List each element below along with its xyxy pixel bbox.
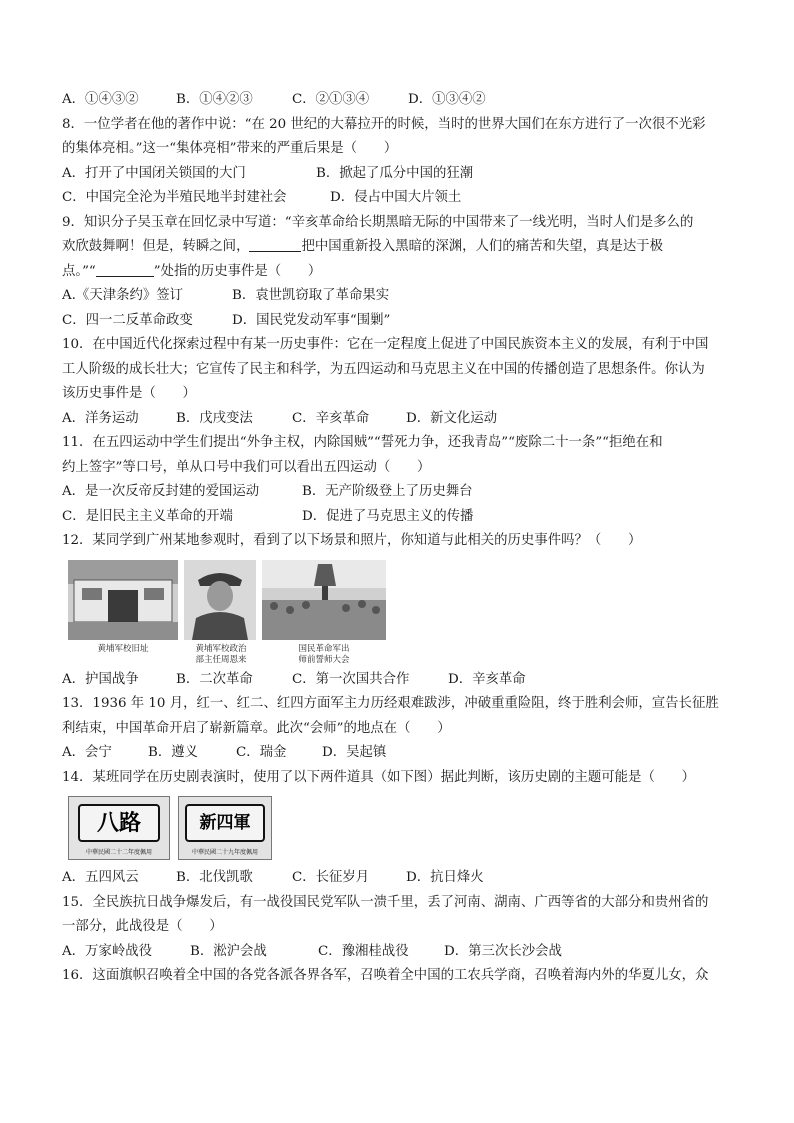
q12-photo-strip [68,560,742,668]
photo-whampoa-gate [68,560,178,640]
option-b: B．淞沪会战 [190,943,267,959]
q10-stem-1: 10．在中国近代化探索过程中有某一历史事件：它在一定程度上促进了中国民族资本主义的发展，有利于中国 [62,337,709,352]
option-d: D．侵占中国大片领土 [330,190,462,205]
option-d: D．抗日烽火 [406,870,484,885]
option-a: A．是一次反帝反封建的爱国运动 [62,484,260,499]
q7-options [62,88,742,113]
q11-options-row-2 [62,505,742,530]
option-b: B．戊戌变法 [176,410,253,426]
option-a: A．①④③② [62,92,139,107]
q13-options [62,741,742,766]
q13-stem-1: 13．1936 年 10 月，红一、红二、红四方面军主力历经艰难跋涉，冲破重重险阻，终于胜利会师，宣告长征胜 [62,696,719,711]
q9-stem-2b: 把中国重新投入黑暗的深渊，人们的痛苦和失望，真是达于极 [301,239,664,254]
q8-stem-1: 8．一位学者在他的著作中说：“在 20 世纪的大幕拉开的时候，当时的世界大国们在东方进行了一次很不光彩 [62,116,706,132]
q11-stem-2: 约上签字”等口号，单从口号中我们可以看出五四运动（ ） [62,459,431,475]
option-a: A.《天津条约》签订 [62,288,184,303]
q12-stem: 12．某同学到广州某地参观时，看到了以下场景和照片，你知道与此相关的历史事件吗？（ ） [62,533,642,548]
q14-props [68,796,742,866]
option-d: D．新文化运动 [406,410,498,426]
q9-stem-1: 9．知识分子吴玉章在回忆录中写道：“辛亥革命给长期黑暗无际的中国带来了一线光明，当时人们是多么的 [62,214,694,230]
armband-eighth-route-army [68,796,170,860]
photo-zhou-enlai-portrait [184,560,256,640]
caption-2 [180,644,262,666]
option-a: A．打开了中国闭关锁国的大门 [62,165,246,181]
option-a: A．五四风云 [62,870,139,885]
option-a: A．会宁 [62,745,112,760]
q15-options [62,940,742,965]
q11-stem-1: 11．在五四运动中学生们提出“外争主权，内除国贼”“誓死力争，还我青岛”“废除二十一条”“拒绝在和 [62,435,663,450]
option-d: D．吴起镇 [322,745,387,760]
option-b: B．遵义 [148,745,199,760]
option-b: B．二次革命 [176,671,253,687]
option-b: B．北伐凯歌 [176,870,253,885]
option-c: C．瑞金 [236,745,287,760]
caption-line: 国民革命军出 [298,643,350,654]
q13-stem-2: 利结束，中国革命开启了崭新篇章。此次“会师”的地点在（ ） [62,720,451,736]
option-c: C．豫湘桂战役 [318,943,409,959]
option-b: B．掀起了瓜分中国的狂潮 [316,165,474,181]
option-a: A．护国战争 [62,671,139,687]
option-d: D．促进了马克思主义的传播 [302,508,474,524]
q11-options-row-1 [62,480,742,505]
q9-stem-3a: 点。”“ [62,263,96,279]
armband-title: 八路 [78,804,160,842]
q9-stem-2 [62,235,742,260]
q12-options [62,668,742,693]
option-d: D．①③④② [408,92,486,107]
answer-blank [96,261,154,277]
q8-options-row-1 [62,162,742,187]
q8-options-row-2 [62,186,742,211]
option-b: B．①④②③ [176,92,253,107]
option-b: B．无产阶级登上了历史舞台 [302,484,473,499]
option-c: C．是旧民主主义革命的开端 [62,508,233,524]
q9-stem-3 [62,260,742,285]
option-c: C．②①③④ [292,92,370,107]
option-d: D．国民党发动军事“围剿” [232,312,391,328]
q9-stem-2a: 欢欣鼓舞啊！但是，转瞬之间， [62,239,250,254]
option-a: A．洋务运动 [62,410,139,426]
option-b: B．袁世凯窃取了革命果实 [232,288,390,303]
armband-new-fourth-army [178,796,272,860]
armband-note: 中華民國二十二年度佩用 [85,849,152,856]
q10-stem-3: 该历史事件是（ ） [62,386,196,401]
armband-note: 中華民國二十九年度佩用 [191,849,258,856]
q14-stem: 14．某班同学在历史剧表演时，使用了以下两件道具（如下图）据此判断，该历史剧的主题可能是（ ） [62,769,696,785]
q8-stem-2: 的集体亮相。”这一“集体亮相”带来的严重后果是（ ） [62,141,398,156]
caption-line: 师前誓师大会 [298,654,350,665]
option-c: C．辛亥革命 [292,410,370,426]
option-a: A．万家岭战役 [62,943,153,959]
caption-line: 黄埔军校旧址 [97,643,149,654]
option-c: C．四一二反革命政变 [62,312,193,328]
option-d: D．辛亥革命 [448,671,526,687]
exam-page [62,88,742,989]
q15-stem-1: 15．全民族抗日战争爆发后，有一战役国民党军队一溃千里，丢了河南、湖南、广西等省的大部分和贵州省的 [62,894,709,910]
caption-3 [262,644,386,666]
q10-options [62,407,742,432]
q9-options-row-2 [62,309,742,334]
q16-stem-1: 16．这面旗帜召唤着全中国的各党各派各界各军，召唤着全中国的工农兵学商，召唤着海内外的华夏儿女，众 [62,968,709,983]
q15-stem-2: 一部分，此战役是（ ） [62,919,223,934]
option-d: D．第三次长沙会战 [444,943,562,959]
option-c: C．中国完全沦为半殖民地半封建社会 [62,190,287,205]
answer-blank [249,236,301,252]
option-c: C．长征岁月 [292,870,370,885]
option-c: C．第一次国共合作 [292,671,410,687]
caption-line: 部主任周恩来 [195,654,247,665]
q14-options [62,866,742,891]
q9-options-row-1 [62,284,742,309]
q10-stem-2: 工人阶级的成长壮大；它宣传了民主和科学，为五四运动和马克思主义在中国的传播创造了思想条件。你认为 [62,361,705,377]
photo-northern-expedition-rally [262,560,386,640]
armband-title: 新四軍 [185,804,265,842]
q9-stem-3b: ”处指的历史事件是（ ） [153,263,322,279]
caption-1 [68,644,178,655]
caption-line: 黄埔军校政治 [195,643,247,654]
